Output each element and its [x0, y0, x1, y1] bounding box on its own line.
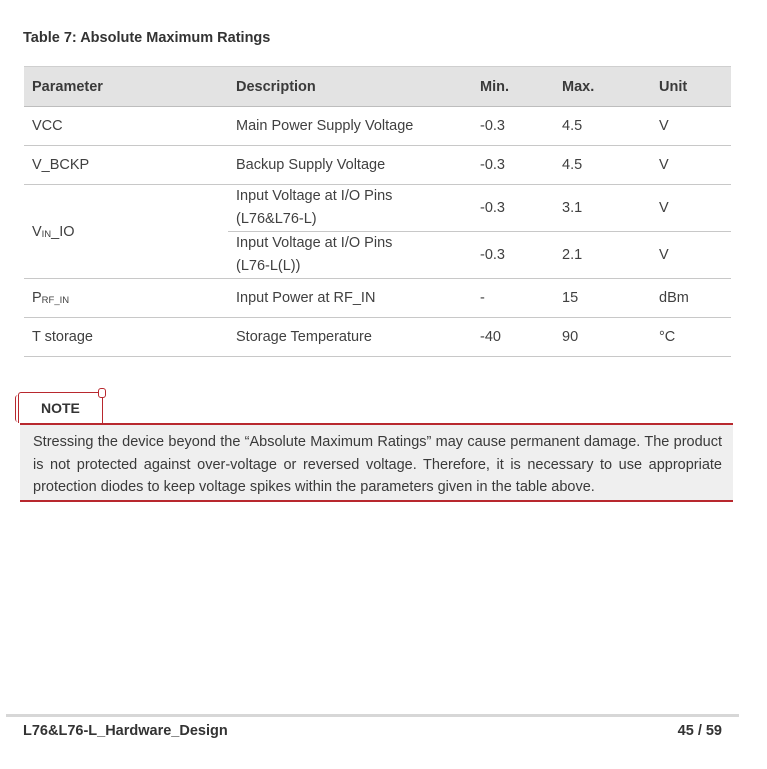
ratings-table	[24, 66, 731, 357]
table-header-row	[24, 67, 731, 107]
column-header-min: Min.	[472, 67, 554, 107]
table-row	[24, 107, 731, 146]
description-line-2: (L76-L(L))	[236, 258, 301, 274]
note-box	[20, 423, 733, 502]
cell-min: -0.3	[472, 232, 554, 279]
note-tab-fold	[98, 388, 106, 398]
cell-min: -	[472, 279, 554, 318]
cell-parameter: V_BCKP	[24, 146, 228, 185]
cell-max: 4.5	[554, 146, 651, 185]
cell-parameter	[24, 185, 228, 279]
cell-parameter: VCC	[24, 107, 228, 146]
table-row	[24, 146, 731, 185]
note-tab	[18, 392, 103, 423]
cell-max: 4.5	[554, 107, 651, 146]
param-suffix: _IO	[51, 223, 75, 240]
table-caption: Table 7: Absolute Maximum Ratings	[23, 30, 271, 46]
column-header-max: Max.	[554, 67, 651, 107]
cell-unit: dBm	[651, 279, 731, 318]
table-row	[24, 185, 731, 232]
cell-unit: °C	[651, 318, 731, 357]
table-row	[24, 279, 731, 318]
cell-max: 3.1	[554, 185, 651, 232]
cell-min: -0.3	[472, 146, 554, 185]
footer-document-name: L76&L76-L_Hardware_Design	[23, 723, 228, 739]
description-line-2: (L76&L76-L)	[236, 211, 317, 227]
column-header-parameter: Parameter	[24, 67, 228, 107]
cell-description: Storage Temperature	[228, 318, 472, 357]
cell-min: -0.3	[472, 107, 554, 146]
cell-max: 90	[554, 318, 651, 357]
table-row	[24, 318, 731, 357]
description-line-1: Input Voltage at I/O Pins	[236, 188, 393, 204]
cell-description	[228, 232, 472, 279]
param-symbol: P	[32, 290, 42, 306]
footer-divider	[6, 714, 739, 717]
param-symbol: V	[32, 223, 42, 240]
column-header-description: Description	[228, 67, 472, 107]
param-subscript: IN	[41, 228, 52, 240]
cell-unit: V	[651, 146, 731, 185]
column-header-unit: Unit	[651, 67, 731, 107]
cell-min: -0.3	[472, 185, 554, 232]
note-text: Stressing the device beyond the “Absolute Maximum Ratings” may cause permanent damage. The product is not protected against over-voltage or reversed voltage. Therefore, it is necessary to use appropriate protection diodes to keep voltage spikes within the parameters given in the table above.	[33, 434, 722, 495]
cell-max: 15	[554, 279, 651, 318]
note-tab-curl	[15, 395, 20, 422]
cell-parameter	[24, 279, 228, 318]
cell-description: Main Power Supply Voltage	[228, 107, 472, 146]
cell-parameter: T storage	[24, 318, 228, 357]
cell-min: -40	[472, 318, 554, 357]
note-label: NOTE	[41, 400, 80, 416]
cell-unit: V	[651, 107, 731, 146]
footer-page-number: 45 / 59	[677, 723, 722, 739]
cell-description: Input Power at RF_IN	[228, 279, 472, 318]
cell-unit: V	[651, 185, 731, 232]
cell-max: 2.1	[554, 232, 651, 279]
param-subscript: RF_IN	[41, 295, 70, 306]
description-line-1: Input Voltage at I/O Pins	[236, 235, 393, 251]
cell-description: Backup Supply Voltage	[228, 146, 472, 185]
cell-description	[228, 185, 472, 232]
cell-unit: V	[651, 232, 731, 279]
